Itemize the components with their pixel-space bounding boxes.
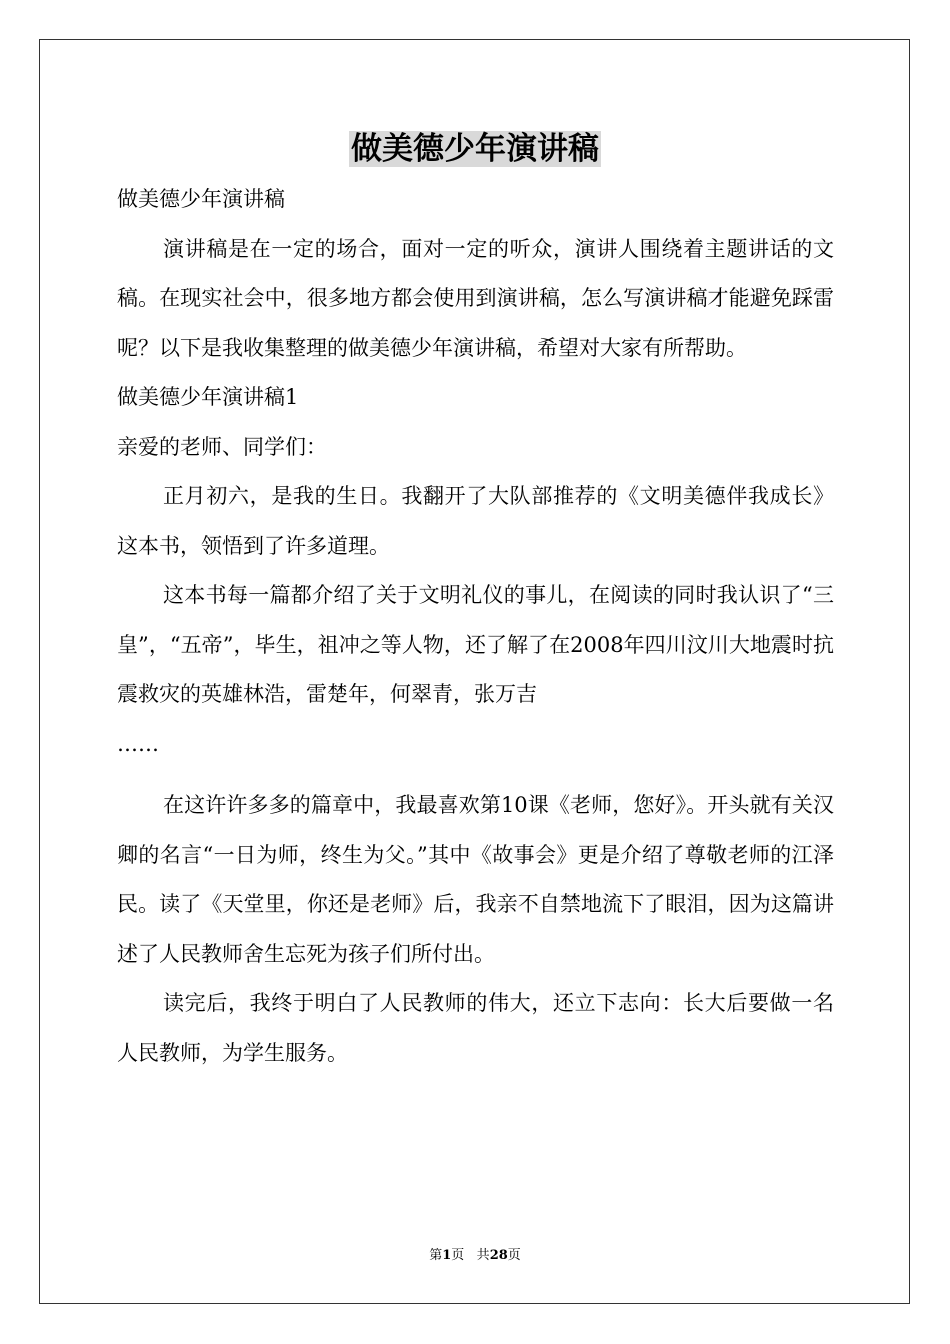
body-paragraph-3: 在这许许多多的篇章中，我最喜欢第10课《老师，您好》。开头就有关汉卿的名言“一日为师，终生为父。”其中《故事会》更是介绍了尊敬老师的江泽民。读了《天堂里，你还是老师》后，我亲不自禁地流下了眼泪，因为这篇讲述了人民教师舍生忘死为孩子们所付出。 [117, 793, 834, 966]
footer-total-pages: 28 [489, 1248, 508, 1263]
document-title [0, 124, 950, 174]
body-paragraph-2: 这本书每一篇都介绍了关于文明礼仪的事儿，在阅读的同时我认识了“三皇”，“五帝”，毕生，祖冲之等人物，还了解了在2008年四川汶川大地震时抗震救灾的英雄林浩，雷楚年，何翠青，张万吉 [117, 583, 834, 706]
body-paragraph-1: 正月初六，是我的生日。我翻开了大队部推荐的《文明美德伴我成长》这本书，领悟到了许多道理。 [117, 484, 834, 558]
body-paragraph-4: 读完后，我终于明白了人民教师的伟大，还立下志向：长大后要做一名人民教师，为学生服务。 [117, 991, 834, 1065]
footer-total-suffix: 页 [507, 1248, 521, 1263]
footer-page-suffix: 页 [451, 1248, 465, 1263]
salutation: 亲爱的老师、同学们： [117, 434, 327, 459]
footer-page-number: 1 [442, 1248, 452, 1263]
page-footer [0, 1246, 950, 1266]
body-paragraph-ellipsis: …… [117, 731, 159, 756]
document-title-text: 做美德少年演讲稿 [351, 131, 599, 167]
document-body [117, 175, 834, 1078]
document-subtitle: 做美德少年演讲稿 [117, 187, 285, 211]
footer-total-prefix: 共 [476, 1248, 490, 1263]
section-heading: 做美德少年演讲稿1 [117, 385, 299, 409]
intro-paragraph: 演讲稿是在一定的场合，面对一定的听众，演讲人围绕着主题讲话的文稿。在现实社会中，很多地方都会使用到演讲稿，怎么写演讲稿才能避免踩雷呢？以下是我收集整理的做美德少年演讲稿，希望对大家有所帮助。 [117, 236, 834, 360]
footer-page-prefix: 第 [429, 1248, 443, 1263]
